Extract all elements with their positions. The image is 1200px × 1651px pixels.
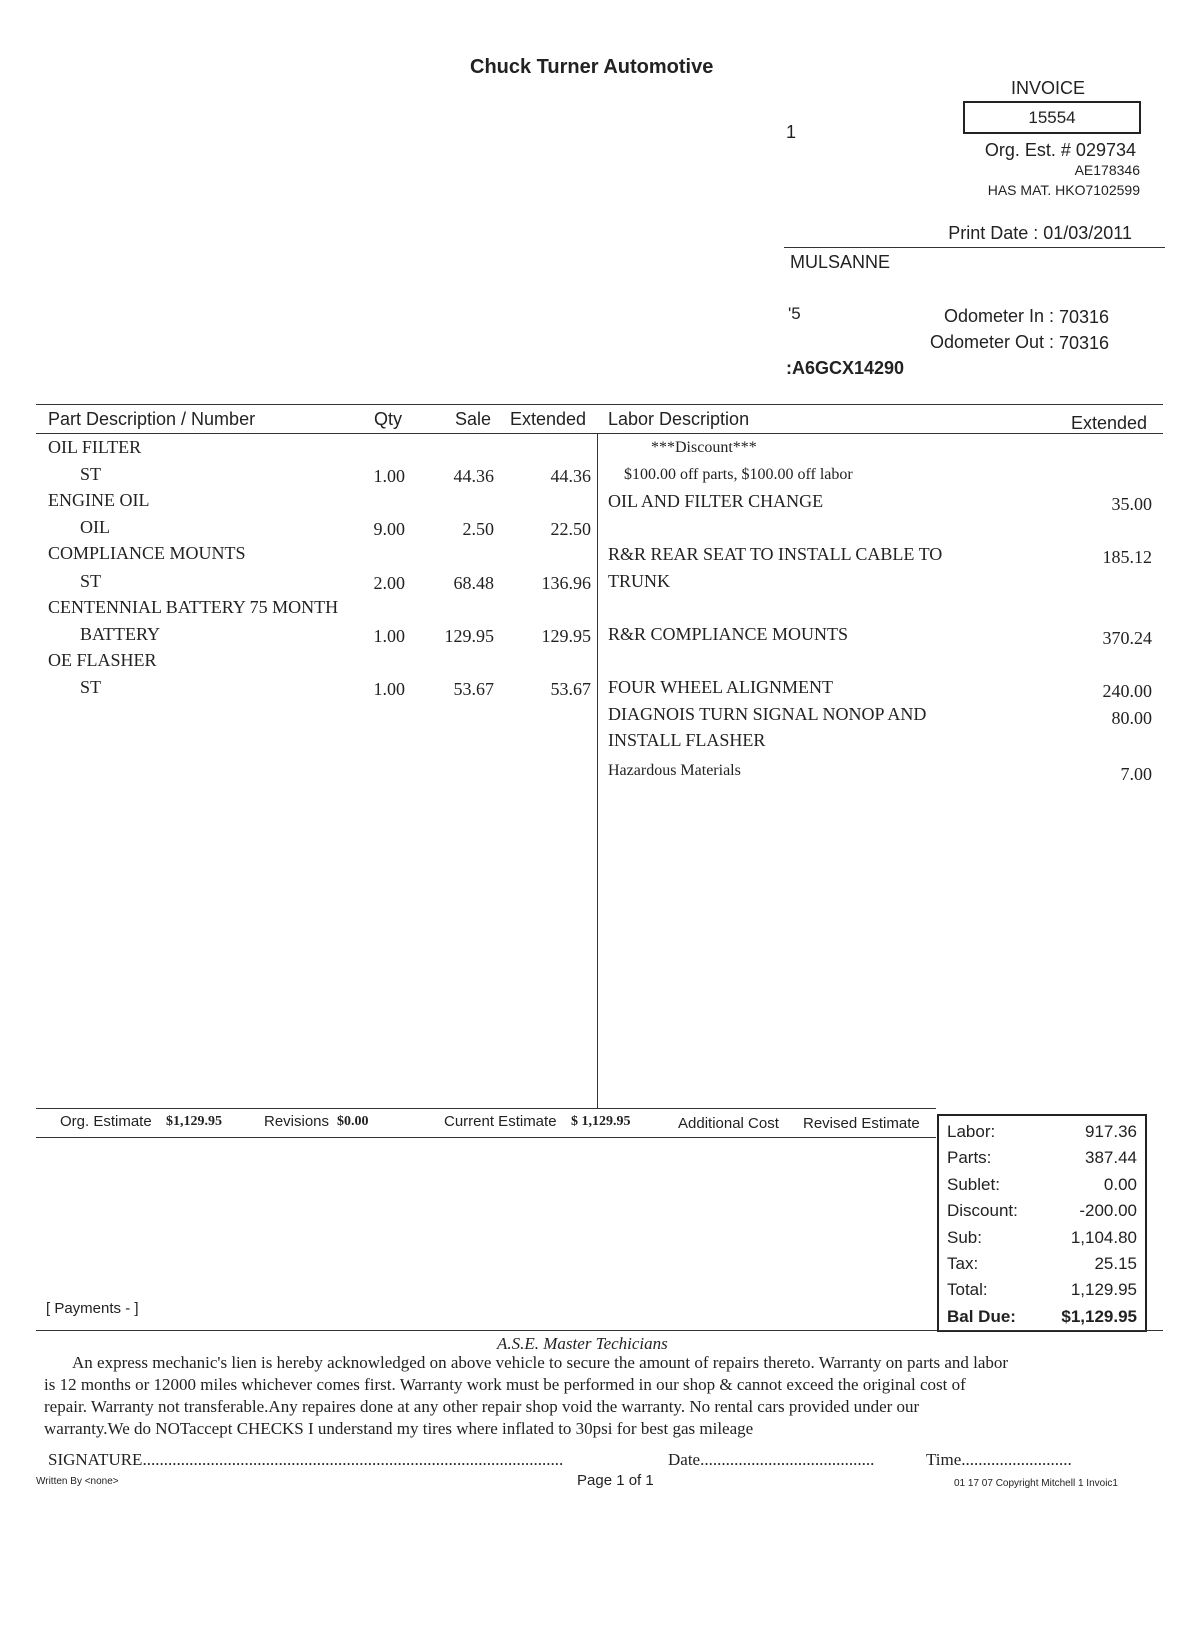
ase-banner: A.S.E. Master Techicians — [497, 1334, 668, 1353]
part-extended: 22.50 — [550, 519, 591, 539]
page-number: Page 1 of 1 — [577, 1472, 654, 1489]
totals-label: Parts: — [947, 1148, 992, 1167]
table-top-line — [36, 404, 1163, 405]
totals-value: 0.00 — [1103, 1175, 1137, 1194]
part-extended: 136.96 — [541, 573, 591, 593]
totals-label: Bal Due: — [947, 1307, 1016, 1326]
part-qty: 1.00 — [373, 626, 405, 646]
hazmat-label: Hazardous Materials — [608, 762, 741, 779]
part-extended: 53.67 — [550, 679, 591, 699]
terms-line: An express mechanic's lien is hereby acknowledged on above vehicle to secure the amount of repairs thereto. Warranty on parts and labor — [72, 1353, 1009, 1372]
org-estimate-number: Org. Est. # 029734 — [984, 140, 1136, 160]
discount-title: ***Discount*** — [651, 439, 757, 456]
totals-row-sub — [947, 1228, 1137, 1254]
table-column-divider — [597, 433, 598, 1108]
date-line: Date......................................... — [668, 1450, 875, 1469]
totals-box — [937, 1114, 1147, 1332]
totals-label: Total: — [947, 1280, 988, 1299]
labor-line: R&R COMPLIANCE MOUNTS — [608, 624, 849, 644]
odometer-out-value: 70316 — [1059, 333, 1110, 353]
labor-extended-header: Extended — [1071, 413, 1148, 433]
part-sale: 44.36 — [453, 466, 494, 486]
part-name: OIL FILTER — [48, 437, 142, 457]
invoice-label: INVOICE — [1011, 78, 1086, 98]
signature-line: SIGNATURE................................................................................................... — [48, 1450, 564, 1469]
totals-value: 25.15 — [1094, 1254, 1137, 1273]
part-sale: 129.95 — [444, 626, 494, 646]
part-extended: 44.36 — [550, 466, 591, 486]
totals-row-labor — [947, 1122, 1137, 1148]
part-qty: 1.00 — [373, 679, 405, 699]
totals-label: Tax: — [947, 1254, 979, 1273]
labor-amount: 80.00 — [1111, 708, 1152, 728]
totals-row-discount — [947, 1201, 1137, 1227]
part-extended: 129.95 — [541, 626, 591, 646]
labor-amount: 240.00 — [1102, 681, 1152, 701]
part-name: CENTENNIAL BATTERY 75 MONTH — [48, 597, 339, 617]
hazmat-amount: 7.00 — [1120, 764, 1152, 784]
sale-header: Sale — [455, 409, 492, 429]
part-sale: 53.67 — [453, 679, 494, 699]
labor-line-continued: INSTALL FLASHER — [608, 730, 766, 750]
estimate-bottom-line — [36, 1137, 936, 1138]
has-mat-number: HAS MAT. HKO7102599 — [987, 182, 1140, 198]
part-qty: 9.00 — [373, 519, 405, 539]
part-description-header: Part Description / Number — [48, 409, 256, 429]
totals-value: -200.00 — [1079, 1201, 1137, 1220]
odometer-out-label: Odometer Out : — [929, 332, 1054, 352]
totals-value: $1,129.95 — [1061, 1307, 1137, 1326]
revisions-value: $0.00 — [337, 1114, 369, 1129]
part-sale: 68.48 — [453, 573, 494, 593]
part-qty: 2.00 — [373, 573, 405, 593]
totals-label: Labor: — [947, 1122, 996, 1141]
revisions-label: Revisions — [264, 1113, 330, 1130]
totals-value: 387.44 — [1085, 1148, 1137, 1167]
terms-line: warranty.We do NOTaccept CHECKS I understand my tires where inflated to 30psi for best gas mileage — [44, 1419, 754, 1438]
labor-amount: 370.24 — [1102, 628, 1152, 648]
totals-row-sublet — [947, 1175, 1137, 1201]
revised-estimate-label: Revised Estimate — [803, 1115, 920, 1132]
page-marker: 1 — [786, 122, 797, 142]
ae-number: AE178346 — [1074, 162, 1140, 178]
part-name: OE FLASHER — [48, 650, 157, 670]
current-estimate-label: Current Estimate — [444, 1113, 557, 1130]
totals-label: Sub: — [947, 1228, 982, 1247]
parts-extended-header: Extended — [510, 409, 587, 429]
table-header-line — [36, 433, 1163, 434]
labor-line: OIL AND FILTER CHANGE — [608, 491, 824, 511]
part-qty: 1.00 — [373, 466, 405, 486]
totals-label: Discount: — [947, 1201, 1018, 1220]
odometer-in-label: Odometer In : — [943, 306, 1054, 326]
written-by: Written By <none> — [36, 1476, 119, 1487]
estimate-top-line — [36, 1108, 936, 1109]
labor-amount: 185.12 — [1102, 547, 1152, 567]
additional-cost-label: Additional Cost — [678, 1115, 779, 1132]
labor-line-continued: TRUNK — [608, 571, 670, 591]
totals-label: Sublet: — [947, 1175, 1000, 1194]
labor-line: DIAGNOIS TURN SIGNAL NONOP AND — [608, 704, 927, 724]
part-number: ST — [80, 677, 102, 697]
labor-line: FOUR WHEEL ALIGNMENT — [608, 677, 833, 697]
org-estimate-label: Org. Estimate — [60, 1113, 152, 1130]
payments-note: [ Payments - ] — [46, 1300, 139, 1317]
part-name: COMPLIANCE MOUNTS — [48, 543, 246, 563]
part-name: ENGINE OIL — [48, 490, 150, 510]
part-number: BATTERY — [80, 624, 161, 644]
part-number: ST — [80, 464, 102, 484]
labor-line: R&R REAR SEAT TO INSTALL CABLE TO — [608, 544, 943, 564]
vehicle-model: MULSANNE — [790, 252, 891, 272]
part-number: OIL — [80, 517, 110, 537]
print-date: Print Date : 01/03/2011 — [948, 223, 1132, 243]
vehicle-vin: :A6GCX14290 — [786, 358, 905, 378]
labor-amount: 35.00 — [1111, 494, 1152, 514]
footer-divider — [36, 1330, 1163, 1331]
shop-name: Chuck Turner Automotive — [470, 56, 714, 78]
header-divider — [784, 247, 1165, 248]
vehicle-year: '5 — [788, 304, 801, 323]
discount-text: $100.00 off parts, $100.00 off labor — [624, 466, 853, 483]
org-estimate-value: $1,129.95 — [166, 1114, 222, 1129]
odometer-in-value: 70316 — [1059, 307, 1110, 327]
totals-row-tax — [947, 1254, 1137, 1280]
time-line: Time.......................... — [926, 1450, 1072, 1469]
invoice-number: 15554 — [963, 101, 1141, 134]
terms-line: is 12 months or 12000 miles whichever comes first. Warranty work must be performed in our shop & cannot exceed the original cost of — [44, 1375, 966, 1394]
totals-value: 1,129.95 — [1070, 1280, 1137, 1299]
terms-line: repair. Warranty not transferable.Any repaires done at any other repair shop void the warranty. No rental cars provided under our — [44, 1397, 920, 1416]
part-sale: 2.50 — [462, 519, 494, 539]
totals-value: 917.36 — [1085, 1122, 1137, 1141]
current-estimate-value: $ 1,129.95 — [571, 1114, 631, 1129]
warranty-terms — [44, 1352, 1008, 1440]
labor-description-header: Labor Description — [608, 409, 750, 429]
copyright-note: 01 17 07 Copyright Mitchell 1 Invoic1 — [954, 1478, 1118, 1489]
totals-value: 1,104.80 — [1070, 1228, 1137, 1247]
totals-row-total — [947, 1280, 1137, 1306]
totals-row-parts — [947, 1148, 1137, 1174]
part-number: ST — [80, 571, 102, 591]
qty-header: Qty — [374, 409, 403, 429]
